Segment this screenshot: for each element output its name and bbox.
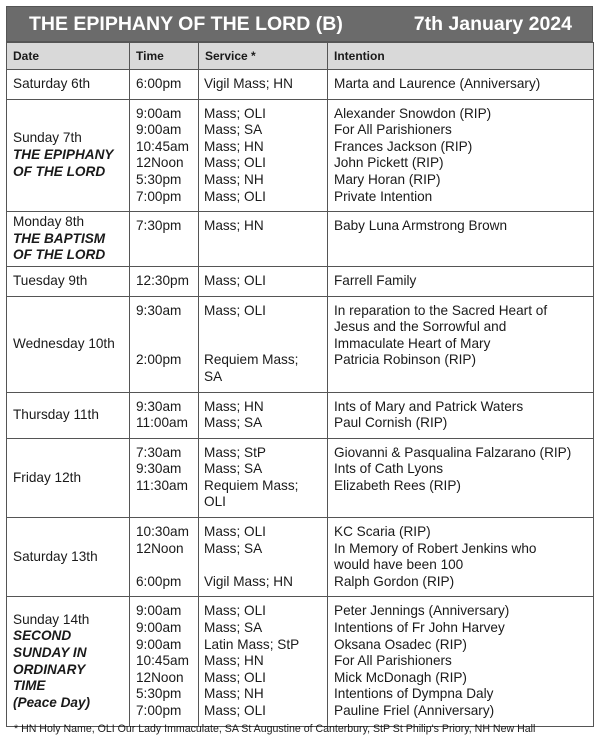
time-text: 12Noon [136,669,184,685]
feast-name: TIME [13,678,46,694]
feast-name: (Peace Day) [13,694,91,710]
service-cell [199,99,328,212]
service-text: Mass; SA [204,415,263,431]
table-row [7,296,594,392]
header-row [7,43,594,70]
time-cell [130,70,199,100]
time-text: 10:30am [136,524,189,540]
intention-text: Intentions of Dympna Daly [334,686,494,702]
time-text: 12Noon [136,540,184,556]
time-text: 6:00pm [136,573,182,589]
intention-text: would have been 100 [334,557,464,573]
service-text: Mass; HN [204,653,264,669]
service-cell [199,266,328,296]
table-row [7,70,594,100]
time-text: 7:30pm [136,218,182,234]
intention-text: Oksana Osadec (RIP) [334,636,467,652]
intention-text: Frances Jackson (RIP) [334,138,473,154]
service-text: OLI [204,494,226,510]
time-text: 9:00am [136,620,182,636]
service-cell [199,597,328,726]
spacer [204,319,327,336]
intention-text: In reparation to the Sacred Heart of [334,302,548,318]
day-label: Monday 8th [13,214,85,230]
time-cell [130,296,199,392]
time-text: 5:30pm [136,686,182,702]
table-row [7,438,594,517]
table-row [7,597,594,726]
intention-text: Farrell Family [334,272,417,288]
time-text: 9:30am [136,302,182,318]
footnote: * HN Holy Name, OLI Our Lady Immaculate, SA St Augustine of Canterbury, StP St Philip's Priory, NH New Hall [14,723,536,735]
intention-text: Intentions of Fr John Harvey [334,620,505,636]
table-row [7,392,594,438]
time-text: 10:45am [136,138,189,154]
table-row [7,212,594,267]
feast-name: THE EPIPHANY [13,147,114,163]
time-cell [130,266,199,296]
day-label: Tuesday 9th [13,272,88,288]
feast-name: SECOND [13,628,72,644]
spacer [136,319,198,336]
time-text: 12:30pm [136,272,189,288]
spacer [136,557,198,574]
spacer [136,336,198,353]
time-text: 9:30am [136,461,182,477]
intention-text: Elizabeth Rees (RIP) [334,477,461,493]
service-cell [199,518,328,597]
service-text: Mass; HN [204,138,264,154]
intention-text: Ints of Mary and Patrick Waters [334,398,524,414]
service-cell [199,70,328,100]
service-text: Mass; SA [204,122,263,138]
intention-text: Immaculate Heart of Mary [334,335,491,351]
service-text: Requiem Mass; [204,352,299,368]
date-cell [7,438,130,517]
time-cell [130,518,199,597]
service-cell [199,296,328,392]
feast-name: SUNDAY IN [13,644,87,660]
time-text: 2:00pm [136,352,182,368]
intention-text: Paul Cornish (RIP) [334,415,448,431]
time-text: 7:30am [136,444,182,460]
intention-cell [328,438,594,517]
time-cell [130,438,199,517]
time-column-header: Time [130,43,199,70]
time-text: 7:00pm [136,188,182,204]
intention-text: Jesus and the Sorrowful and [334,319,507,335]
service-text: Mass; NH [204,171,264,187]
intention-cell [328,597,594,726]
intention-text: Marta and Laurence (Anniversary) [334,76,541,91]
intention-text: Giovanni & Pasqualina Falzarano (RIP) [334,444,572,460]
date-cell [7,266,130,296]
service-text: Mass; OLI [204,188,266,204]
time-cell [130,212,199,267]
service-cell [199,438,328,517]
intention-cell [328,212,594,267]
intention-text: Ints of Cath Lyons [334,461,444,477]
date-cell [7,518,130,597]
time-text: 9:00am [136,105,182,121]
spacer [204,336,327,353]
intention-text: For All Parishioners [334,653,452,669]
time-text: 9:00am [136,636,182,652]
time-cell [130,392,199,438]
date-cell [7,212,130,267]
time-text: 10:45am [136,653,189,669]
service-text: Mass; OLI [204,603,266,619]
time-text: 5:30pm [136,171,182,187]
service-text: Mass; SA [204,540,263,556]
time-text: 11:00am [136,415,188,431]
intention-text: Mary Horan (RIP) [334,171,441,187]
spacer [204,557,327,574]
intention-text: KC Scaria (RIP) [334,524,431,540]
intention-text: John Pickett (RIP) [334,155,444,171]
service-text: Mass; HN [204,218,264,234]
intention-text: In Memory of Robert Jenkins who [334,540,537,556]
intention-cell [328,518,594,597]
date-cell [7,392,130,438]
service-text: Vigil Mass; HN [204,76,293,91]
time-text: 9:00am [136,603,182,619]
service-text: Mass; OLI [204,155,266,171]
service-text: Mass; OLI [204,105,266,121]
intention-text: Baby Luna Armstrong Brown [334,218,508,234]
date-cell [7,99,130,212]
service-text: Vigil Mass; HN [204,573,293,589]
intention-cell [328,70,594,100]
feast-name: OF THE LORD [13,247,106,263]
service-text: Mass; HN [204,398,264,414]
intention-text: Pauline Friel (Anniversary) [334,703,495,718]
service-text: Mass; OLI [204,302,266,318]
week-date: 7th January 2024 [413,12,572,35]
intention-column-header: Intention [328,43,594,70]
service-text: Latin Mass; StP [204,636,300,652]
intention-text: Private Intention [334,188,433,204]
service-text: Mass; OLI [204,703,266,718]
day-label: Sunday 7th [13,130,82,146]
feast-title: THE EPIPHANY OF THE LORD (B) [29,12,343,35]
service-text: Requiem Mass; [204,477,299,493]
intention-text: Patricia Robinson (RIP) [334,352,477,368]
service-column-header: Service * [199,43,328,70]
service-cell [199,392,328,438]
day-label: Saturday 6th [13,76,91,91]
feast-name: OF THE LORD [13,163,106,179]
intention-text: Peter Jennings (Anniversary) [334,603,510,619]
date-column-header: Date [7,43,130,70]
feast-name: ORDINARY [13,661,86,677]
day-label: Saturday 13th [13,548,98,564]
table-row [7,518,594,597]
intention-text: For All Parishioners [334,122,452,138]
time-text: 11:30am [136,477,188,493]
time-cell [130,99,199,212]
time-text: 12Noon [136,155,184,171]
service-text: Mass; OLI [204,272,266,288]
intention-text: Mick McDonagh (RIP) [334,669,467,685]
date-cell [7,597,130,726]
service-text: Mass; NH [204,686,264,702]
time-cell [130,597,199,726]
day-label: Sunday 14th [13,611,90,627]
day-label: Thursday 11th [13,406,99,422]
intention-cell [328,296,594,392]
date-cell [7,70,130,100]
schedule-title-bar [6,6,593,42]
intention-cell [328,99,594,212]
service-text: Mass; SA [204,620,263,636]
intention-text: Ralph Gordon (RIP) [334,573,455,589]
intention-cell [328,392,594,438]
intention-cell [328,266,594,296]
table-row [7,266,594,296]
service-text: Mass; SA [204,461,263,477]
day-label: Wednesday 10th [13,335,115,351]
service-text: Mass; OLI [204,669,266,685]
date-cell [7,296,130,392]
service-text: Mass; StP [204,444,266,460]
time-text: 9:00am [136,122,182,138]
schedule-table [6,42,594,727]
time-text: 9:30am [136,398,182,414]
mass-schedule [6,6,593,727]
time-text: 6:00pm [136,76,182,91]
service-text: Mass; OLI [204,524,266,540]
service-cell [199,212,328,267]
feast-name: THE BAPTISM [13,230,106,246]
time-text: 7:00pm [136,703,182,718]
service-text: SA [204,368,223,384]
intention-text: Alexander Snowdon (RIP) [334,105,492,121]
day-label: Friday 12th [13,469,82,485]
table-row [7,99,594,212]
